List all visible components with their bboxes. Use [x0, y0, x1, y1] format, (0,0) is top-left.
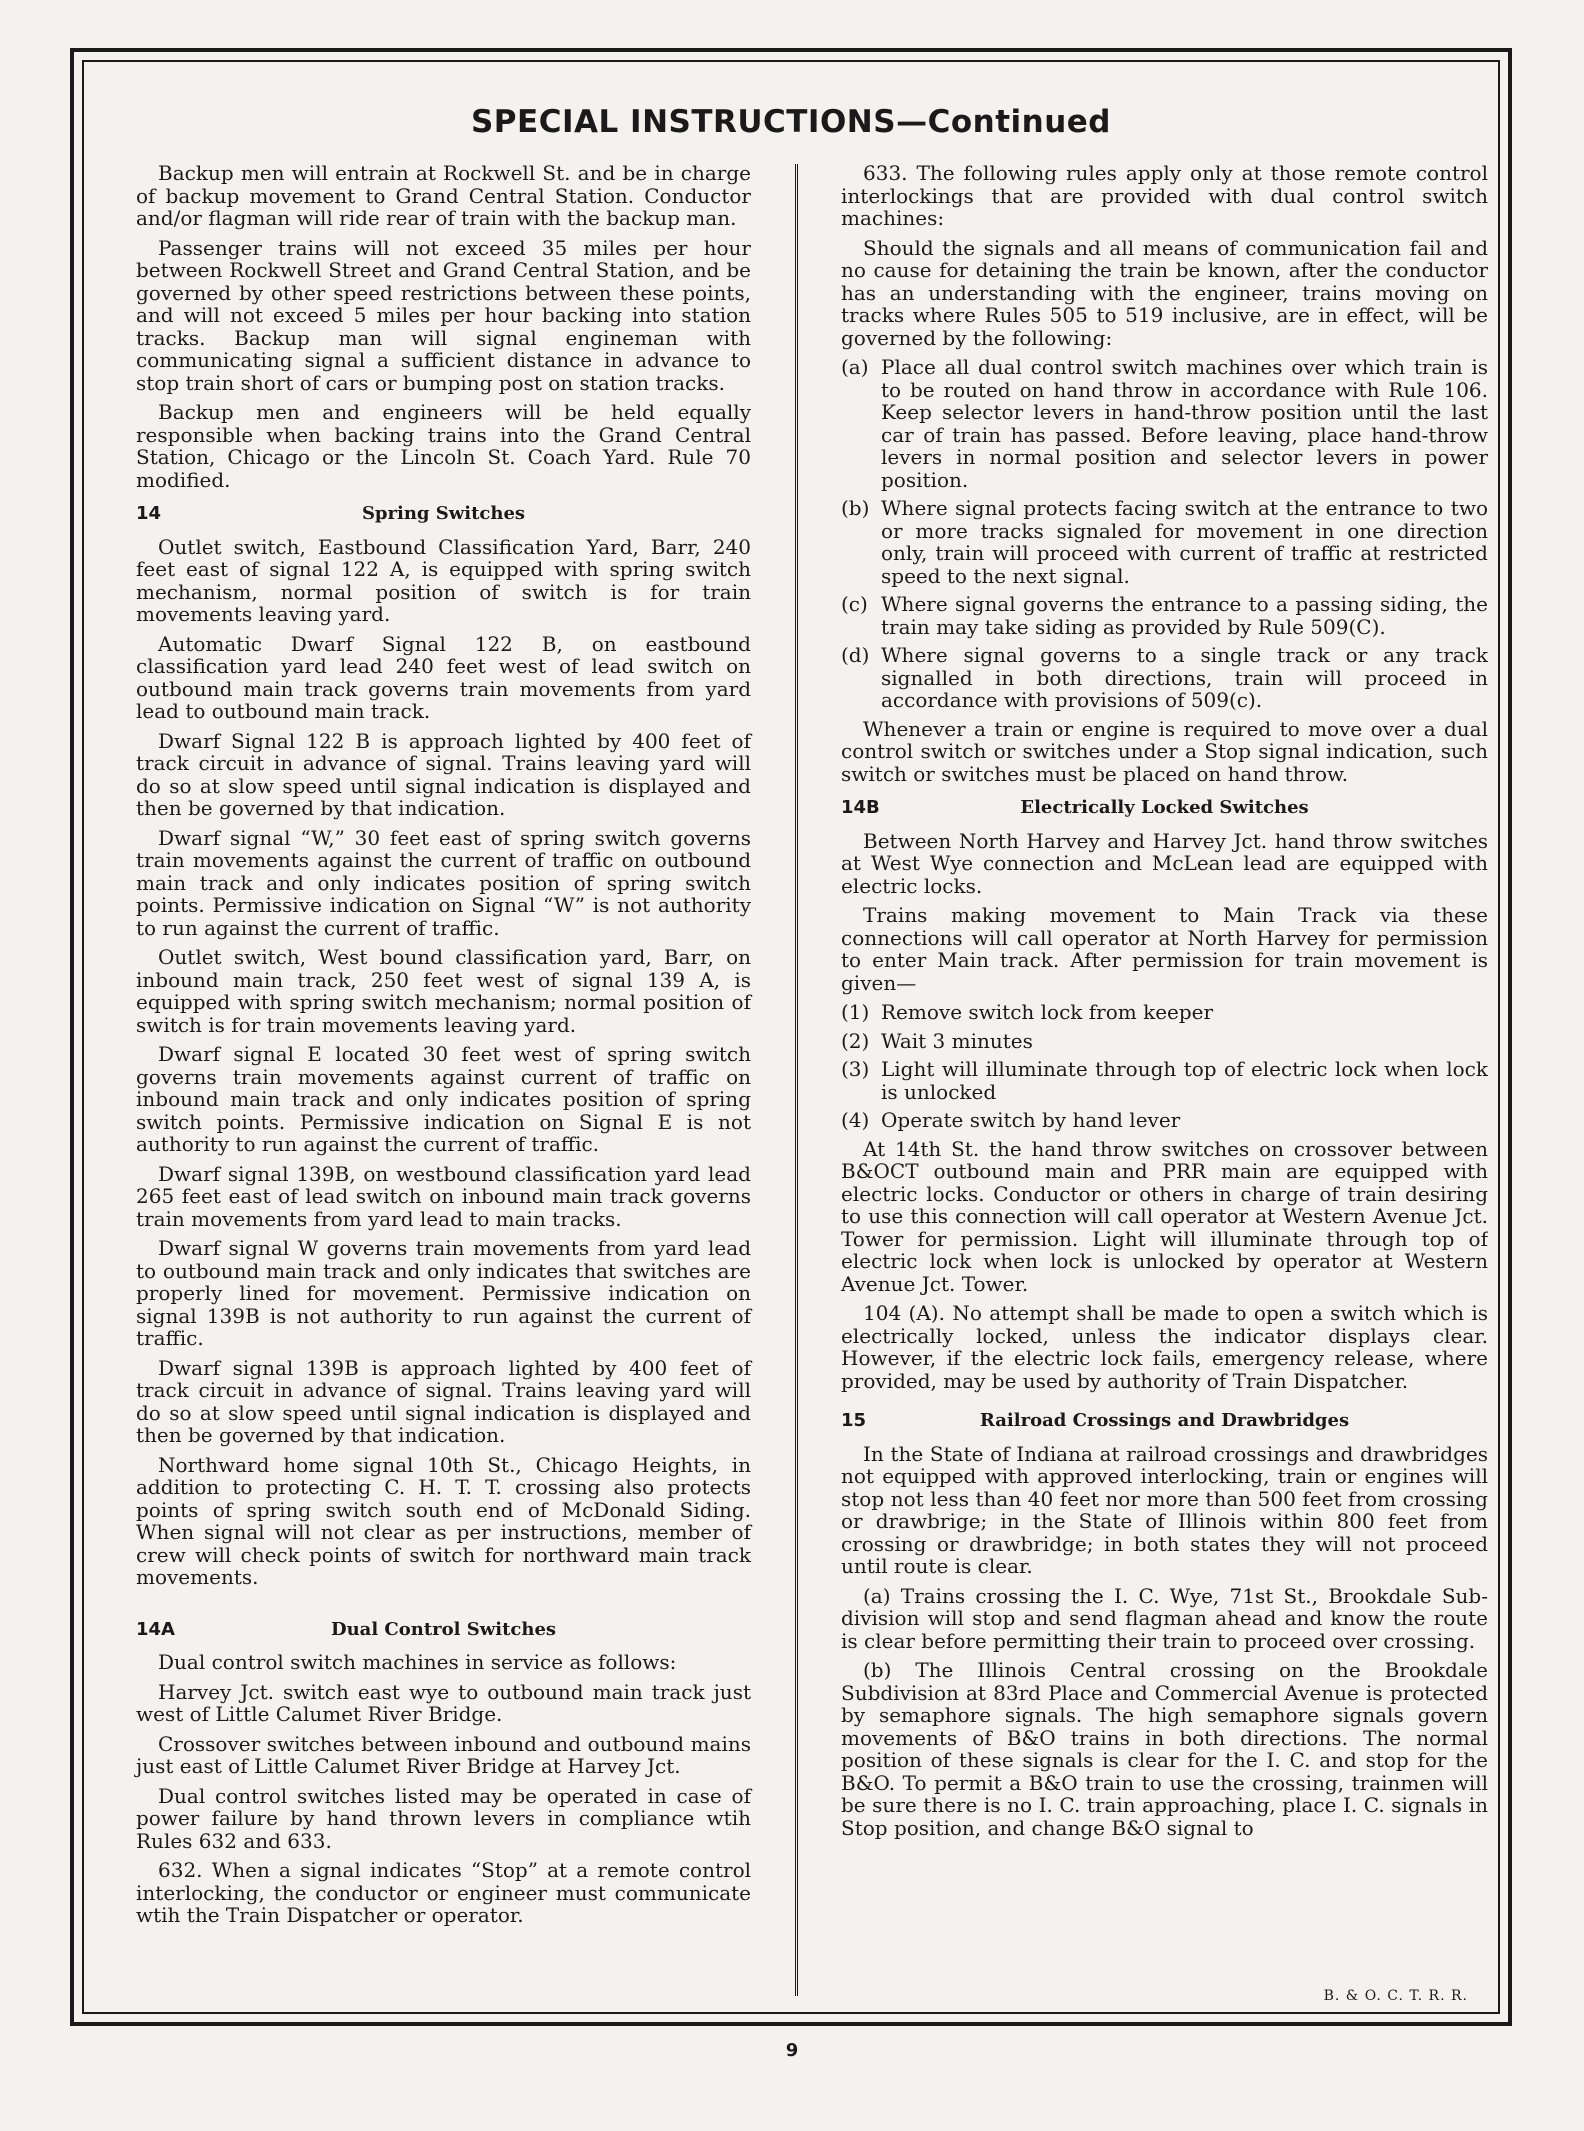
list-item-text: Where signal governs to a single track or any track signalled in both directions, train will proceed in accordance with provisions of 509(c).: [881, 643, 1488, 712]
list-item: [841, 497, 1488, 587]
list-item-label: (2): [841, 1028, 870, 1053]
paragraph: Crossover switches between inbound and outbound mains just east of Little Calumet River Bridge at Harvey Jct.: [136, 1731, 751, 1778]
list-item-text: Operate switch by hand lever: [881, 1108, 1181, 1132]
right-column: [805, 162, 1488, 2002]
column-divider: [795, 164, 798, 1996]
list-item: [841, 1109, 1488, 1132]
list-item-text: Place all dual control switch machines over which train is to be routed on hand throw in accordance with Rule 106. Keep selector levers in hand-throw position until the last car of train has passed. Before leaving, place hand-throw levers in normal position and selector levers in power position.: [881, 355, 1488, 492]
paragraph: Outlet switch, Eastbound Classification Yard, Barr, 240 feet east of signal 122 A, is equipped with spring switch mechanism, normal position of switch is for train movements leaving yard.: [136, 534, 751, 626]
list-item-text: Remove switch lock from keeper: [881, 1000, 1214, 1024]
list-item-label: (1): [841, 1000, 870, 1024]
section-heading-14a: [136, 1619, 751, 1642]
list-item: [841, 356, 1488, 491]
list-item-text: Light will illuminate through top of electric lock when lock is unlocked: [881, 1057, 1488, 1104]
list-item-label: (b): [841, 496, 870, 520]
list-item-label: (c): [841, 592, 868, 616]
section-title: Dual Control Switches: [330, 1618, 557, 1640]
paragraph: (a) Trains crossing the I. C. Wye, 71st St., Brookdale Sub-division will stop and send flagman ahead and know the route is clear before permitting their train to proceed over crossing.: [841, 1583, 1488, 1653]
list-item: [841, 593, 1488, 638]
list-item: [841, 1001, 1488, 1024]
page-frame: [70, 48, 1512, 2026]
page-title: SPECIAL INSTRUCTIONS—Continued: [470, 104, 1111, 140]
list-item-label: (d): [841, 643, 870, 667]
section-title: Spring Switches: [361, 503, 526, 524]
list-item-label: (3): [841, 1057, 870, 1081]
footer-code: B. & O. C. T. R. R.: [1323, 1988, 1468, 2004]
paragraph: Backup men and engineers will be held equally responsible when backing trains into the Grand Central Station, Chicago or the Lincoln St. Coach Yard. Rule 70 modified.: [136, 400, 751, 492]
paragraph: Dwarf signal W governs train movements from yard lead to outbound main track and only indicates that switches are properly lined for movement. Permissive indication on signal 139B is not authority to run against the current of traffic.: [136, 1236, 751, 1350]
section-heading-15: [841, 1410, 1488, 1433]
paragraph: Dwarf signal “W,” 30 feet east of spring switch governs train movements against the current of traffic on outbound main track and only indicates position of spring switch points. Permissive indication on Signal “W” is not authority to run against the current of traffic.: [136, 825, 751, 940]
paragraph: 104 (A). No attempt shall be made to open a switch which is electrically locked, unless the indicator displays clear. However, if the electric lock fails, emergency release, where provided, may be used by authority of Train Dispatcher.: [841, 1301, 1488, 1393]
paragraph: (b) The Illinois Central crossing on the Brookdale Subdivision at 83rd Place and Commercial Avenue is protected by semaphore signals. The high semaphore signals govern movements of B&O trains in both directions. The normal position of these signals is clear for the I. C. and stop for the B&O. To permit a B&O train to use the crossing, trainmen will be sure there is no I. C. train approaching, place I. C. signals in Stop position, and change B&O signal to: [841, 1658, 1488, 1840]
list-item: [841, 1030, 1488, 1053]
paragraph: At 14th St. the hand throw switches on crossover between B&OCT outbound main and PRR main are equipped with electric locks. Conductor or others in charge of train desiring to use this connection will call operator at Western Avenue Jct. Tower for permission. Light will illuminate through top of electric lock when lock is unlocked by operator at Western Avenue Jct. Tower.: [841, 1136, 1488, 1296]
paragraph: Outlet switch, West bound classification yard, Barr, on inbound main track, 250 feet west of signal 139 A, is equipped with spring switch mechanism; normal position of switch is for train movements leaving yard.: [136, 945, 751, 1037]
paragraph: 632. When a signal indicates “Stop” at a remote control interlocking, the conductor or engineer must communicate wtih the Train Dispatcher or operator.: [136, 1858, 751, 1927]
section-number: 15: [841, 1410, 867, 1431]
paragraph: Should the signals and all means of communication fail and no cause for detaining the train be known, after the conductor has an understanding with the engineer, trains moving on tracks where Rules 505 to 519 inclusive, are in effect, will be governed by the following:: [841, 235, 1488, 350]
section-heading-14b: [841, 797, 1488, 820]
list-item-text: Where signal governs the entrance to a passing siding, the train may take siding as provided by Rule 509(C).: [881, 592, 1488, 639]
list-item-text: Wait 3 minutes: [881, 1028, 1033, 1053]
paragraph: Harvey Jct. switch east wye to outbound main track just west of Little Calumet River Bridge.: [136, 1679, 751, 1726]
paragraph: Dual control switch machines in service as follows:: [158, 1650, 677, 1674]
paragraph: Dwarf signal 139B is approach lighted by 400 feet of track circuit in advance of signal. Trains leaving yard will do so at slow speed until signal indication is displayed and then be governed by that indication.: [136, 1355, 751, 1447]
paragraph: In the State of Indiana at railroad crossings and drawbridges not equipped with approved interlocking, train or engines will stop not less than 40 feet nor more than 500 feet from crossing or drawbrige; in the State of Illinois within 800 feet from crossing or drawbridge; in both states they will not proceed until route is clear.: [841, 1441, 1488, 1578]
paragraph: 633. The following rules apply only at those remote control interlockings that are provided with dual control switch machines:: [841, 162, 1488, 230]
section-title: Electrically Locked Switches: [1020, 797, 1309, 818]
paragraph: Backup men will entrain at Rockwell St. and be in charge of backup movement to Grand Central Station. Conductor and/or flagman will ride rear of train with the backup man.: [136, 162, 751, 230]
section-number: 14A: [136, 1618, 175, 1640]
paragraph: Between North Harvey and Harvey Jct. hand throw switches at West Wye connection and McLean lead are equipped with electric locks.: [841, 828, 1488, 898]
paragraph: Trains making movement to Main Track via these connections will call operator at North Harvey for permission to enter Main track. After permission for train movement is given—: [841, 903, 1488, 995]
list-item-text: Where signal protects facing switch at the entrance to two or more tracks signaled for movement in one direction only, train will proceed with current of traffic at restricted speed to the next signal.: [881, 496, 1488, 588]
section-number: 14B: [841, 797, 880, 818]
paragraph: Dwarf Signal 122 B is approach lighted by 400 feet of track circuit in advance of signal. Trains leaving yard will do so at slow speed until signal indication is displayed and then be governed by that indication.: [136, 728, 751, 820]
list-item: [841, 644, 1488, 712]
paragraph: Dual control switches listed may be operated in case of power failure by hand thrown levers in compliance wtih Rules 632 and 633.: [136, 1783, 751, 1853]
paragraph: Automatic Dwarf Signal 122 B, on eastbound classification yard lead 240 feet west of lead switch on outbound main track governs train movements from yard lead to outbound main track.: [136, 631, 751, 723]
paragraph: Passenger trains will not exceed 35 miles per hour between Rockwell Street and Grand Central Station, and be governed by other speed restrictions between these points, and will not exceed 5 miles per hour backing into station tracks. Backup man will signal engineman with communicating signal a sufficient distance in advance to stop train short of cars or bumping post on station tracks.: [136, 235, 751, 395]
list-item-label: (4): [841, 1108, 870, 1132]
section-number: 14: [136, 503, 162, 524]
paragraph: Dwarf signal 139B, on westbound classification yard lead 265 feet east of lead switch on inbound main track governs train movements from yard lead to main tracks.: [136, 1161, 751, 1231]
page-number: 9: [785, 2040, 799, 2061]
paragraph: Whenever a train or engine is required to move over a dual control switch or switches under a Stop signal indication, such switch or switches must be placed on hand throw.: [841, 716, 1488, 786]
section-title: Railroad Crossings and Drawbridges: [979, 1410, 1350, 1431]
list-item: [841, 1058, 1488, 1103]
paragraph: Northward home signal 10th St., Chicago Heights, in addition to protecting C. H. T. T. crossing also protects points of spring switch south end of McDonald Siding. When signal will not clear as per instructions, member of crew will check points of switch for northward main track movements.: [136, 1452, 751, 1589]
left-column: [84, 162, 761, 2002]
section-heading-14: [136, 503, 751, 526]
list-item-label: (a): [841, 355, 869, 379]
paragraph: Dwarf signal E located 30 feet west of spring switch governs train movements against current of traffic on inbound main track and only indicates position of spring switch points. Permissive indication on Signal E is not authority to run against the current of traffic.: [136, 1042, 751, 1156]
